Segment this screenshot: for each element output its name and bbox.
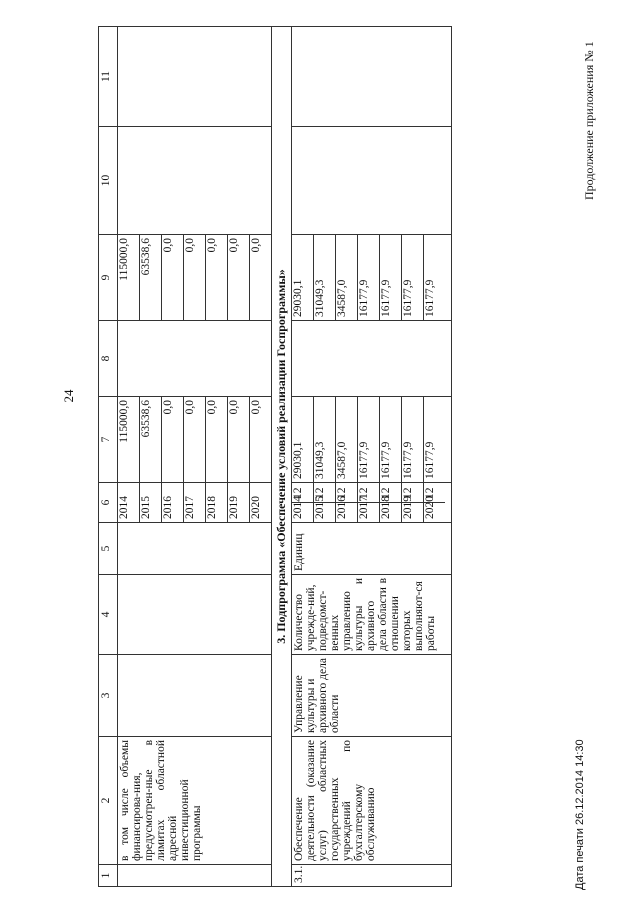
table-row [336, 235, 358, 320]
table-row [424, 235, 446, 320]
cell-value: 2019 [402, 503, 424, 523]
cell-value: 2017 [184, 483, 206, 522]
col-header: 8 [99, 321, 118, 397]
table-row [228, 397, 250, 482]
table-row [314, 235, 336, 320]
cell-value: 63538,6 [140, 397, 162, 482]
cell-value: 0,0 [228, 397, 250, 482]
table-row [206, 235, 228, 320]
cell-value: 2015 [314, 503, 336, 523]
table-row [118, 235, 140, 320]
table-row [140, 235, 162, 320]
cell-value: 31049,3 [314, 235, 336, 320]
table-row [380, 483, 402, 522]
program-table [98, 26, 452, 887]
cell-value: 2020 [424, 496, 436, 519]
cell-value: 2016 [336, 503, 358, 523]
table-row [118, 397, 140, 482]
cell-value: 12 [380, 483, 402, 503]
cell-value: 16177,9 [424, 441, 436, 479]
column-numbers-row [99, 27, 118, 887]
cell-value: 0,0 [184, 397, 206, 482]
table-row [206, 397, 228, 482]
table-row [250, 483, 272, 522]
table-row [162, 397, 184, 482]
cell-value: 16177,9 [402, 397, 424, 482]
col-header: 11 [99, 27, 118, 127]
col-header: 9 [99, 235, 118, 321]
table-row [380, 235, 402, 320]
cell-value: 12 [314, 483, 336, 503]
col-header: 10 [99, 127, 118, 235]
table-row [184, 235, 206, 320]
cell-value: 29030,1 [292, 235, 314, 320]
col-header: 4 [99, 575, 118, 655]
table-row [424, 397, 446, 482]
upper-years [118, 483, 272, 523]
cell-value: 16177,9 [424, 279, 436, 317]
subprogram-row [272, 27, 292, 887]
row-3-1 [292, 27, 452, 887]
cell-value: 12 [292, 483, 314, 503]
table-row [314, 397, 336, 482]
table-row [118, 483, 140, 522]
cell-value: 2018 [380, 503, 402, 523]
table-row [314, 483, 336, 522]
cell-value: 16177,9 [402, 235, 424, 320]
table-row [250, 235, 272, 320]
cell-value: 29030,1 [292, 397, 314, 482]
cell-value: 31049,3 [314, 397, 336, 482]
cell-value: 0,0 [228, 235, 250, 320]
cell-value: 2018 [206, 483, 228, 522]
cell-value: 115000,0 [118, 397, 140, 482]
table-row [402, 483, 424, 522]
continuation-label: Продолжение приложения № 1 [582, 41, 596, 200]
table-row [162, 483, 184, 522]
col-header: 3 [99, 655, 118, 737]
row-executor: Управление культуры и архивного дела области [292, 655, 452, 737]
data-table-sheet [98, 27, 534, 887]
upper-col9 [118, 235, 272, 321]
row31-col9 [292, 235, 452, 321]
cell-value: 0,0 [162, 397, 184, 482]
row31-col7 [292, 397, 452, 483]
table-row [184, 483, 206, 522]
cell-value: 0,0 [250, 238, 262, 253]
upper-row [118, 27, 272, 887]
table-row [250, 397, 272, 482]
cell-value: 2020 [250, 496, 262, 519]
table-row [358, 483, 380, 522]
table-row [140, 397, 162, 482]
table-row [424, 483, 446, 522]
cell-value: 34587,0 [336, 397, 358, 482]
table-row [292, 235, 314, 320]
cell-value: 12 [424, 483, 446, 503]
cell-value: 2019 [228, 483, 250, 522]
cell-value: 0,0 [250, 400, 262, 415]
col-header: 1 [99, 865, 118, 887]
row-number: 3.1. [292, 865, 452, 887]
table-row [162, 235, 184, 320]
table-row [402, 235, 424, 320]
cell-value: 2014 [118, 483, 140, 522]
financing-text: в том числе объемы финансирова-ния, предусмотрен-ные в лимитах областной адресной инвестиционной программы [118, 737, 272, 865]
cell-value: 2014 [292, 503, 314, 523]
cell-value: 0,0 [206, 397, 228, 482]
cell-value: 12 [336, 483, 358, 503]
cell-value: 12 [358, 483, 380, 503]
cell-value: 2017 [358, 503, 380, 523]
cell-value: 16177,9 [358, 397, 380, 482]
cell-value: 16177,9 [380, 235, 402, 320]
cell-value: 2015 [140, 483, 162, 522]
row31-years [292, 483, 452, 523]
table-row [228, 235, 250, 320]
print-date: Дата печати 26.12.2014 14:30 [574, 739, 586, 890]
upper-col7 [118, 397, 272, 483]
cell-value: 115000,0 [118, 235, 140, 320]
table-row [228, 483, 250, 522]
row-unit: Единиц [292, 523, 452, 575]
table-row [336, 397, 358, 482]
cell-value: 34587,0 [336, 235, 358, 320]
cell-value: 0,0 [206, 235, 228, 320]
col-header: 5 [99, 523, 118, 575]
table-row [336, 483, 358, 522]
page-number: 24 [61, 389, 76, 403]
cell-value: 12 [402, 483, 424, 503]
col-header: 6 [99, 483, 118, 523]
col-header: 2 [99, 737, 118, 865]
cell-value: 0,0 [184, 235, 206, 320]
row-name: Обеспечение деятельности (оказание услуг) областных государственных учреждений по бухгалтерскому обслуживанию [292, 737, 452, 865]
cell-value: 63538,6 [140, 235, 162, 320]
cell-value: 16177,9 [358, 235, 380, 320]
table-row [402, 397, 424, 482]
table-row [292, 397, 314, 482]
table-row [380, 397, 402, 482]
col-header: 7 [99, 397, 118, 483]
table-row [358, 397, 380, 482]
table-row [140, 483, 162, 522]
table-row [292, 483, 314, 522]
cell-value: 0,0 [162, 235, 184, 320]
table-row [184, 397, 206, 482]
table-row [206, 483, 228, 522]
table-row [358, 235, 380, 320]
cell-value: 16177,9 [380, 397, 402, 482]
row-indicator: Количество учрежде-ний, подведомст-венных управлению культуры и архивного дела области в отношении которых выполняют-ся работы [292, 575, 452, 655]
cell-value: 2016 [162, 483, 184, 522]
subprogram-title: 3. Подпрограмма «Обеспечение условий реализации Госпрограммы» [272, 27, 292, 887]
